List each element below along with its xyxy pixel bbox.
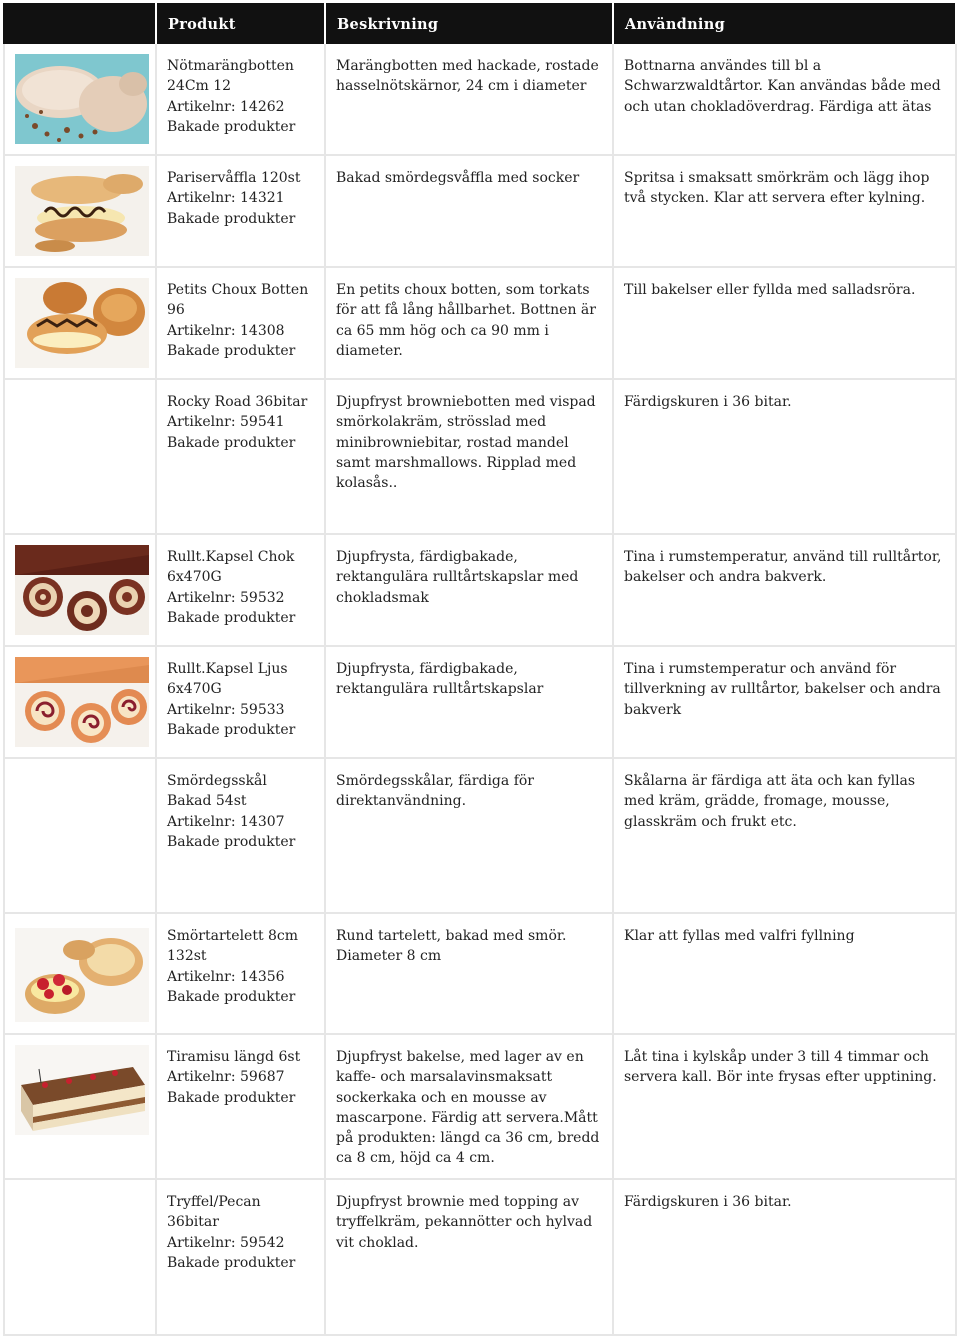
product-info: [157, 759, 326, 914]
table-row: [3, 914, 957, 1035]
product-usage: Tina i rumstemperatur, använd till rulltårtor, bakelser och andra bakverk.: [614, 535, 957, 647]
article-number: Artikelnr: 59533: [167, 701, 285, 718]
choux-pastry-photo: [15, 278, 149, 368]
product-category: Bakade produkter: [167, 988, 296, 1005]
product-image-cell: [3, 156, 157, 268]
product-description: En petits choux botten, som torkats för att få lång hållbarhet. Bottnen är ca 65 mm hög och ca 90 mm i diameter.: [326, 268, 614, 380]
product-usage: Låt tina i kylskåp under 3 till 4 timmar och servera kall. Bör inte frysas efter upptining.: [614, 1035, 957, 1180]
product-description: Marängbotten med hackade, rostade hasselnötskärnor, 24 cm i diameter: [326, 44, 614, 156]
article-number: Artikelnr: 14262: [167, 98, 285, 115]
table-row: [3, 535, 957, 647]
header-product: Produkt: [157, 3, 326, 44]
product-name: Rullt.Kapsel Chok 6x470G: [167, 549, 295, 586]
product-info: [157, 1180, 326, 1336]
product-name: Rocky Road 36bitar: [167, 394, 308, 410]
product-name: Pariservåffla 120st: [167, 170, 301, 186]
product-usage: Skålarna är färdiga att äta och kan fyllas med kräm, grädde, fromage, mousse, glasskräm och frukt etc.: [614, 759, 957, 914]
product-usage: Färdigskuren i 36 bitar.: [614, 1180, 957, 1336]
article-number: Artikelnr: 14321: [167, 190, 285, 207]
product-name: Tiramisu längd 6st: [167, 1049, 301, 1065]
table-row: [3, 759, 957, 914]
product-info: [157, 914, 326, 1035]
product-usage: Klar att fyllas med valfri fyllning: [614, 914, 957, 1035]
product-image-cell: [3, 380, 157, 535]
product-category: Bakade produkter: [167, 118, 296, 135]
article-number: Artikelnr: 14307: [167, 813, 285, 830]
product-usage: Till bakelser eller fyllda med salladsröra.: [614, 268, 957, 380]
product-category: Bakade produkter: [167, 833, 296, 850]
product-usage: Spritsa i smaksatt smörkräm och lägg ihop två stycken. Klar att servera efter kylning.: [614, 156, 957, 268]
product-image-cell: [3, 759, 157, 914]
table-row: [3, 44, 957, 156]
table-row: [3, 1035, 957, 1180]
product-name: Petits Choux Botten 96: [167, 282, 309, 319]
product-table: [3, 3, 957, 1336]
header-usage: Användning: [614, 3, 957, 44]
product-description: Rund tartelett, bakad med smör. Diameter 8 cm: [326, 914, 614, 1035]
product-info: [157, 380, 326, 535]
product-info: [157, 647, 326, 759]
product-name: Rullt.Kapsel Ljus 6x470G: [167, 661, 288, 698]
product-name: Smörtartelett 8cm 132st: [167, 928, 299, 965]
chocolate-roll-photo: [15, 545, 149, 635]
product-description: Djupfryst brownie med topping av tryffelkräm, pekannötter och hylvad vit choklad.: [326, 1180, 614, 1336]
article-number: Artikelnr: 59542: [167, 1234, 285, 1251]
article-number: Artikelnr: 59541: [167, 414, 285, 431]
waffle-pastry-photo: [15, 166, 149, 256]
article-number: Artikelnr: 59532: [167, 589, 285, 606]
product-image-cell: [3, 535, 157, 647]
article-number: Artikelnr: 59687: [167, 1069, 285, 1086]
product-image-cell: [3, 268, 157, 380]
product-image-cell: [3, 647, 157, 759]
product-description: Djupfrysta, färdigbakade, rektangulära rulltårtskapslar: [326, 647, 614, 759]
product-info: [157, 156, 326, 268]
product-usage: Tina i rumstemperatur och använd för tillverkning av rulltårtor, bakelser och andra bakverk: [614, 647, 957, 759]
product-info: [157, 268, 326, 380]
tartlet-photo: [15, 924, 149, 1022]
product-category: Bakade produkter: [167, 721, 296, 738]
product-category: Bakade produkter: [167, 342, 296, 359]
product-usage: Bottnarna användes till bl a Schwarzwaldtårtor. Kan användas både med och utan chokladöverdrag. Färdiga att ätas: [614, 44, 957, 156]
header-image-column: [3, 3, 157, 44]
header-description: Beskrivning: [326, 3, 614, 44]
product-image-cell: [3, 1180, 157, 1336]
product-description: Djupfrysta, färdigbakade, rektangulära rulltårtskapslar med chokladsmak: [326, 535, 614, 647]
table-header: [3, 3, 957, 44]
product-info: [157, 1035, 326, 1180]
table-row: [3, 647, 957, 759]
light-roll-photo: [15, 657, 149, 747]
product-name: Nötmarängbotten 24Cm 12: [167, 58, 294, 95]
product-description: Djupfryst bakelse, med lager av en kaffe- och marsalavinsmaksatt sockerkaka och en mousse av mascarpone. Färdig att servera.Mått på produkten: längd ca 36 cm, bredd ca 8 cm, höjd ca 4 cm.: [326, 1035, 614, 1180]
product-name: Tryffel/Pecan 36bitar: [167, 1194, 261, 1231]
tiramisu-photo: [15, 1045, 149, 1135]
product-description: Smördegsskålar, färdiga för direktanvändning.: [326, 759, 614, 914]
product-info: [157, 44, 326, 156]
product-image-cell: [3, 914, 157, 1035]
product-category: Bakade produkter: [167, 609, 296, 626]
product-image-cell: [3, 1035, 157, 1180]
product-image-cell: [3, 44, 157, 156]
product-category: Bakade produkter: [167, 210, 296, 227]
meringue-base-photo: [15, 54, 149, 144]
product-category: Bakade produkter: [167, 1089, 296, 1106]
product-name: Smördegsskål Bakad 54st: [167, 773, 267, 810]
table-row: [3, 380, 957, 535]
product-category: Bakade produkter: [167, 1254, 296, 1271]
product-info: [157, 535, 326, 647]
product-description: Bakad smördegsvåffla med socker: [326, 156, 614, 268]
product-usage: Färdigskuren i 36 bitar.: [614, 380, 957, 535]
table-row: [3, 156, 957, 268]
article-number: Artikelnr: 14308: [167, 322, 285, 339]
table-row: [3, 1180, 957, 1336]
product-category: Bakade produkter: [167, 434, 296, 451]
article-number: Artikelnr: 14356: [167, 968, 285, 985]
product-description: Djupfryst browniebotten med vispad smörkolakräm, strösslad med minibrowniebitar, rostad mandel samt marshmallows. Ripplad med kolasås..: [326, 380, 614, 535]
table-row: [3, 268, 957, 380]
